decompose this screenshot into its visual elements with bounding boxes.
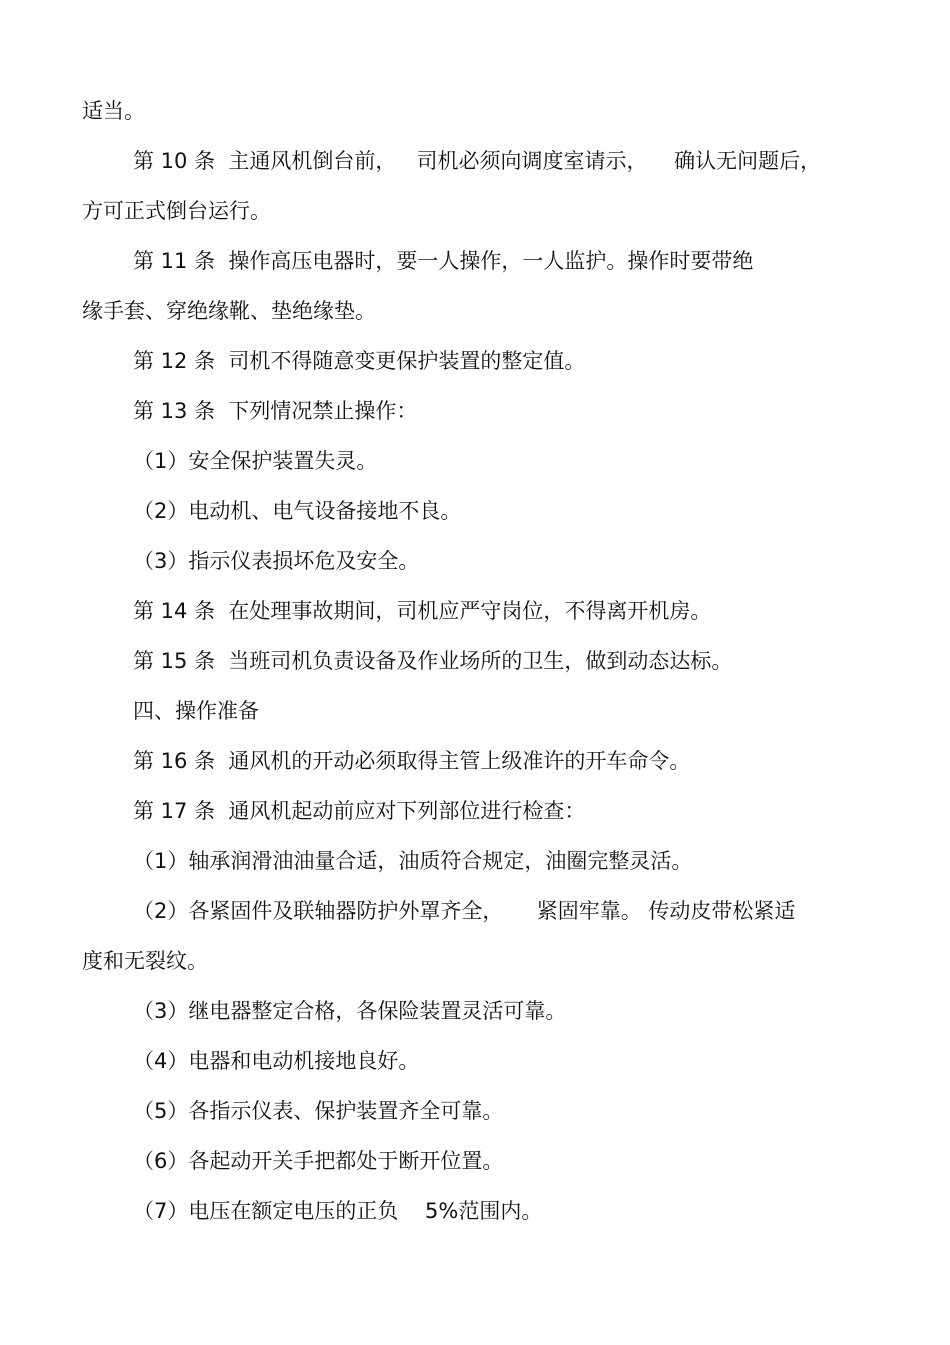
- text-line: 度和无裂纹。: [82, 949, 208, 973]
- article-12-line: 第 12 条 司机不得随意变更保护装置的整定值。: [133, 349, 586, 373]
- article-15-line: 第 15 条 当班司机负责设备及作业场所的卫生，做到动态达标。: [133, 649, 733, 673]
- list-item: （3）指示仪表损坏危及安全。: [133, 549, 420, 573]
- list-item: （1）轴承润滑油油量合适，油质符合规定，油圈完整灵活。: [133, 849, 693, 873]
- list-item: （4）电器和电动机接地良好。: [133, 1049, 420, 1073]
- article-10-line: 第 10 条 主通风机倒台前， 司机必须向调度室请示， 确认无问题后，: [133, 149, 822, 173]
- list-item: （1）安全保护装置失灵。: [133, 449, 378, 473]
- list-item: （7）电压在额定电压的正负 5%范围内。: [133, 1199, 543, 1223]
- text-line: 方可正式倒台运行。: [82, 199, 271, 223]
- article-16-line: 第 16 条 通风机的开动必须取得主管上级准许的开车命令。: [133, 749, 691, 773]
- list-item: （3）继电器整定合格，各保险装置灵活可靠。: [133, 999, 567, 1023]
- list-item: （5）各指示仪表、保护装置齐全可靠。: [133, 1099, 504, 1123]
- article-11-line: 第 11 条 操作高压电器时，要一人操作，一人监护。操作时要带绝: [133, 249, 754, 273]
- list-item: （2）各紧固件及联轴器防护外罩齐全， 紧固牢靠。 传动皮带松紧适: [133, 899, 796, 923]
- text-line: 缘手套、穿绝缘靴、垫绝缘垫。: [82, 299, 376, 323]
- text-line: 适当。: [82, 99, 145, 123]
- article-14-line: 第 14 条 在处理事故期间，司机应严守岗位，不得离开机房。: [133, 599, 712, 623]
- list-item: （2）电动机、电气设备接地不良。: [133, 499, 462, 523]
- article-13-line: 第 13 条 下列情况禁止操作：: [133, 399, 418, 423]
- section-heading: 四、操作准备: [133, 699, 259, 723]
- list-item: （6）各起动开关手把都处于断开位置。: [133, 1149, 504, 1173]
- article-17-line: 第 17 条 通风机起动前应对下列部位进行检查：: [133, 799, 586, 823]
